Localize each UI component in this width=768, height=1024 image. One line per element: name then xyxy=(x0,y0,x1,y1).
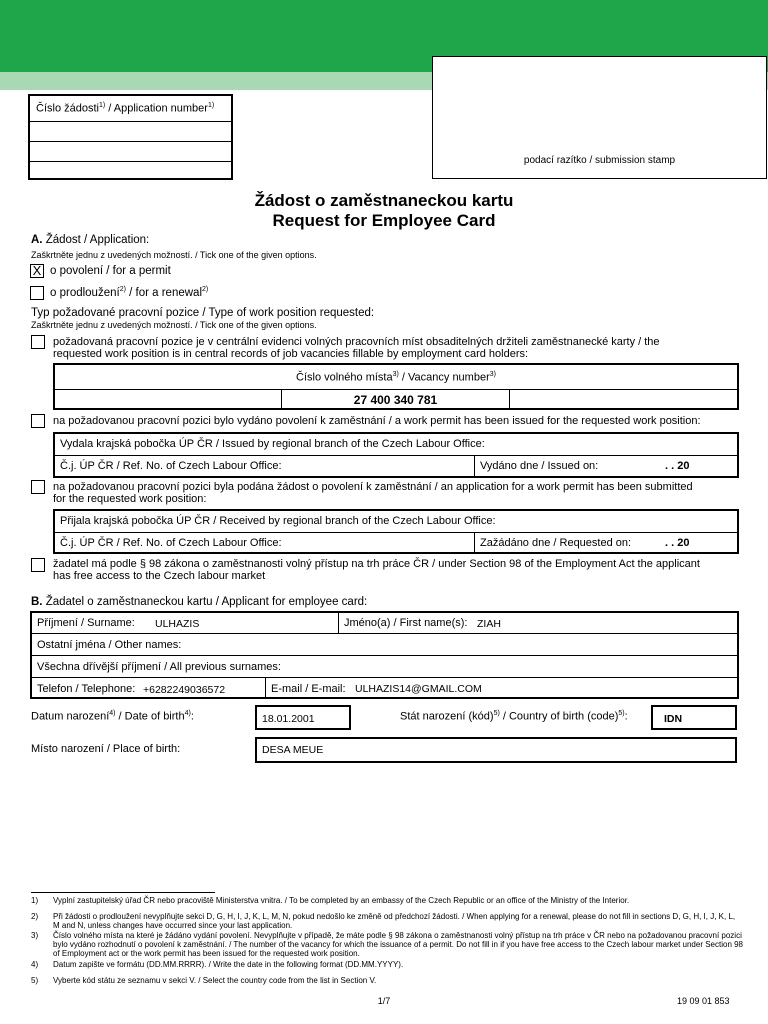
footnote-1: Vyplní zastupitelský úřad ČR nebo pracoviště Ministerstva vnitra. / To be completed by an embassy of the Czech Republic or an office of the Ministry of the Interior. xyxy=(53,896,630,905)
vacancy-divider xyxy=(55,389,737,390)
section-b-heading: B. Žadatel o zaměstnaneckou kartu / Applicant for employee card: xyxy=(31,596,368,608)
application-number-label: Číslo žádosti$^{1)}$ / Application number$^{1)}$ xyxy=(30,96,231,122)
title-czech: Žádost o zaměstnaneckou kartu xyxy=(254,191,514,210)
vacancy-label: Číslo volného místa$^{3)}$ / Vacancy number$^{3)}$ xyxy=(296,371,496,384)
option-free-access-line1: žadatel má podle § 98 zákona o zaměstnanosti volný přístup na trh práce ČR / under Section 98 of the Employment Act the applicant xyxy=(53,558,700,570)
received-table xyxy=(53,509,739,554)
vacancy-table xyxy=(53,363,739,410)
firstname-field[interactable]: ZIAH xyxy=(477,618,501,630)
option-central-records-line1: požadovaná pracovní pozice je v centrální evidenci volných pracovních míst obsaditelných držiteli zaměstnanecké karty / the xyxy=(53,336,660,348)
country-of-birth-field[interactable]: IDN xyxy=(664,713,683,725)
option-permit-issued-label: na požadovanou pracovní pozici bylo vydáno povolení k zaměstnání / a work permit has been issued for the requested work position: xyxy=(53,415,701,427)
checkbox-renewal[interactable] xyxy=(30,286,44,300)
footnote-3: Číslo volného místa na které je žádáno vydání povolení. Nevyplňujte v případě, že máte podle § 98 zákona o zaměstnanosti volný přístup na trh práce v ČR nebo na požadovanou pracovní pozici bylo vydáno rozhodnutí o povolení k zaměstnání. / The number of the vacancy for which the issuance of a permit. Do not fill in if you have free access to the Czech labour market under Section 98 of Employment act or the work permit has been issued for the requested work position. xyxy=(53,931,744,958)
country-of-birth-label: Stát narození (kód)$^{5)}$ / Country of birth (code)$^{5)}$: xyxy=(400,710,628,723)
surname-field[interactable]: ULHAZIS xyxy=(155,618,200,630)
footnote-3-num: 3) xyxy=(31,931,39,940)
issued-on-label: Vydáno dne / Issued on: xyxy=(480,460,599,472)
country-of-birth-field-box[interactable] xyxy=(651,705,737,730)
received-by-label: Přijala krajská pobočka ÚP ČR / Received by regional branch of the Czech Labour Office: xyxy=(60,515,496,527)
applicant-table xyxy=(30,611,739,699)
title-english: Request for Employee Card xyxy=(272,211,496,230)
section-a-heading: A. Žádost / Application: xyxy=(31,234,150,246)
checkbox-permit-issued[interactable] xyxy=(31,414,45,428)
footnote-5: Vyberte kód státu ze seznamu v sekci V. / Select the country code from the list in Section V. xyxy=(53,976,377,985)
footnote-2: Při žádosti o prodloužení nevyplňujte sekci D, G, H, I, J, K, L, M, N, pokud nedošlo ke změně od předchozí žádosti. / When applying for a renewal, please do not fill in sections D, G, H, I, J, K, L, M and N, unless changes have occurred since your last application. xyxy=(53,912,736,930)
application-number-field-2[interactable] xyxy=(30,142,231,162)
work-type-label: Typ požadované pracovní pozice / Type of work position requested: xyxy=(31,307,375,319)
option-central-records-line2: requested work position is in central records of job vacancies fillable by employment card holders: xyxy=(53,348,529,360)
application-number-field-1[interactable] xyxy=(30,122,231,142)
issued-divider xyxy=(55,455,737,456)
tick-hint: Zaškrtněte jednu z uvedených možností. / Tick one of the given options. xyxy=(31,250,317,260)
place-of-birth-field[interactable]: DESA MEUE xyxy=(262,744,324,756)
email-field[interactable]: ULHAZIS14@GMAIL.COM xyxy=(355,683,482,695)
requested-on-date[interactable]: . . 20 xyxy=(665,537,690,549)
option-permit-label: o povolení / for a permit xyxy=(50,265,171,277)
other-names-label: Ostatní jména / Other names: xyxy=(37,639,182,651)
ref-no-2-label: Č.j. ÚP ČR / Ref. No. of Czech Labour Office: xyxy=(60,537,282,549)
vacancy-number-field[interactable]: 27 400 340 781 xyxy=(353,393,438,407)
applicant-row-divider-1 xyxy=(32,633,737,634)
footnote-separator xyxy=(31,892,215,893)
issued-on-date[interactable]: . . 20 xyxy=(665,460,690,472)
checkbox-application-submitted[interactable] xyxy=(31,480,45,494)
dob-field[interactable]: 18.01.2001 xyxy=(262,713,315,725)
option-application-line2: for the requested work position: xyxy=(53,493,207,505)
footnote-4: Datum zapište ve formátu (DD.MM.RRRR). / Write the date in the following format (DD.MM.YYYY). xyxy=(53,960,404,969)
received-divider xyxy=(55,532,737,533)
option-application-line1: na požadovanou pracovní pozici byla podána žádost o povolení k zaměstnání / an application for a work permit has been submitted xyxy=(53,481,693,493)
form-code: 19 09 01 853 xyxy=(677,996,730,1006)
place-of-birth-label: Místo narození / Place of birth: xyxy=(31,743,181,755)
email-label: E-mail / E-mail: xyxy=(271,683,346,695)
previous-surnames-label: Všechna dřívější příjmení / All previous surnames: xyxy=(37,661,281,673)
application-number-field-3[interactable] xyxy=(30,162,231,182)
stamp-label: podací razítko / submission stamp xyxy=(523,155,676,166)
option-free-access-line2: has free access to the Czech labour market xyxy=(53,570,266,582)
page-number: 1/7 xyxy=(377,996,391,1006)
applicant-row-divider-3 xyxy=(32,677,737,678)
surname-label: Příjmení / Surname: xyxy=(37,617,135,629)
phone-field[interactable]: +6282249036572 xyxy=(143,684,226,696)
dob-label: Datum narození$^{4)}$ / Date of birth$^{4)}$: xyxy=(31,710,194,723)
checkbox-central-records[interactable] xyxy=(31,335,45,349)
checkbox-permit[interactable]: X xyxy=(30,264,44,278)
checkbox-free-access[interactable] xyxy=(31,558,45,572)
footnote-1-num: 1) xyxy=(31,896,39,905)
firstname-label: Jméno(a) / First name(s): xyxy=(344,617,468,629)
option-renewal-label: o prodloužení$^{2)}$ / for a renewal$^{2)}$ xyxy=(50,286,209,299)
applicant-row-divider-2 xyxy=(32,655,737,656)
phone-label: Telefon / Telephone: xyxy=(37,683,136,695)
application-number-box xyxy=(28,94,233,180)
dob-field-box[interactable] xyxy=(255,705,351,730)
footnote-4-num: 4) xyxy=(31,960,39,969)
issued-table xyxy=(53,432,739,478)
issued-by-label: Vydala krajská pobočka ÚP ČR / Issued by regional branch of the Czech Labour Office: xyxy=(60,438,485,450)
tick-hint-2: Zaškrtněte jednu z uvedených možností. / Tick one of the given options. xyxy=(31,320,317,330)
footnote-5-num: 5) xyxy=(31,976,39,985)
vacancy-vline-right xyxy=(509,389,510,408)
place-of-birth-field-box[interactable] xyxy=(255,737,737,763)
requested-on-label: Zažádáno dne / Requested on: xyxy=(480,537,632,549)
footnote-2-num: 2) xyxy=(31,912,39,921)
ref-no-label: Č.j. ÚP ČR / Ref. No. of Czech Labour Office: xyxy=(60,460,282,472)
